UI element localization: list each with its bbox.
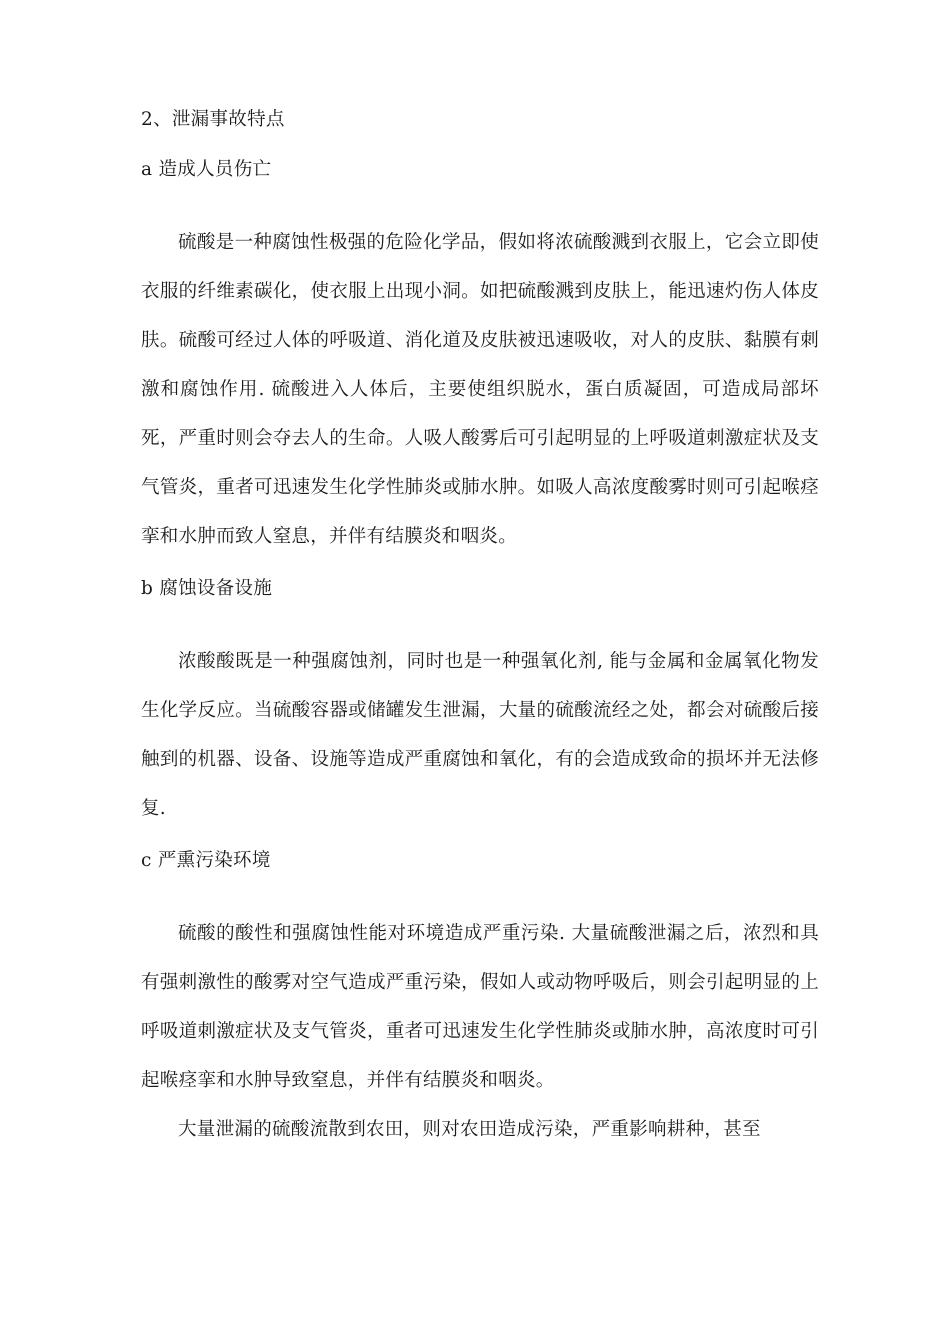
paragraph-equipment-corrosion: 浓酸酸既是一种强腐蚀剂，同时也是一种强氧化剂, 能与金属和金属氧化物发生化学反应。当硫酸容器或储罐发生泄漏，大量的硫酸流经之处，都会对硫酸后接触到的机器、设备、设施等造成严重腐蚀和氧化，有的会造成致命的损坏并无法修复. bbox=[141, 651, 819, 819]
paragraph-environment-pollution: 硫酸的酸性和强腐蚀性能对环境造成严重污染. 大量硫酸泄漏之后，浓烈和具有强刺激性的酸雾对空气造成严重污染，假如人或动物呼吸后，则会引起明显的上呼吸道刺激症状及支气管炎，重者可迅速发生化学性肺炎或肺水肿，高浓度时可引起喉痉挛和水肿导致窒息，并伴有结膜炎和咽炎。 bbox=[141, 923, 819, 1091]
document-body bbox=[141, 100, 819, 1154]
section-title: 2、泄漏事故特点 bbox=[141, 109, 285, 130]
subsection-heading-b: b 腐蚀设备设施 bbox=[141, 578, 273, 599]
paragraph-farmland-pollution: 大量泄漏的硫酸流散到农田，则对农田造成污染，严重影响耕种，甚至 bbox=[178, 1119, 761, 1140]
paragraph-casualties: 硫酸是一种腐蚀性极强的危险化学品，假如将浓硫酸溅到衣服上，它会立即使衣服的纤维素碳化，使衣服上出现小洞。如把硫酸溅到皮肤上，能迅速灼伤人体皮肤。硫酸可经过人体的呼吸道、消化道及皮肤被迅速吸收，对人的皮肤、黏膜有刺激和腐蚀作用. 硫酸进入人体后，主要使组织脱水，蛋白质凝固，可造成局部坏死，严重时则会夺去人的生命。人吸人酸雾后可引起明显的上呼吸道刺激症状及支气管炎，重者可迅速发生化学性肺炎或肺水肿。如吸人高浓度酸雾时则可引起喉痉挛和水肿而致人窒息，并伴有结膜炎和咽炎。 bbox=[141, 232, 819, 547]
subsection-heading-c: c 严熏污染环境 bbox=[141, 850, 271, 871]
subsection-heading-a: a 造成人员伤亡 bbox=[141, 159, 272, 180]
